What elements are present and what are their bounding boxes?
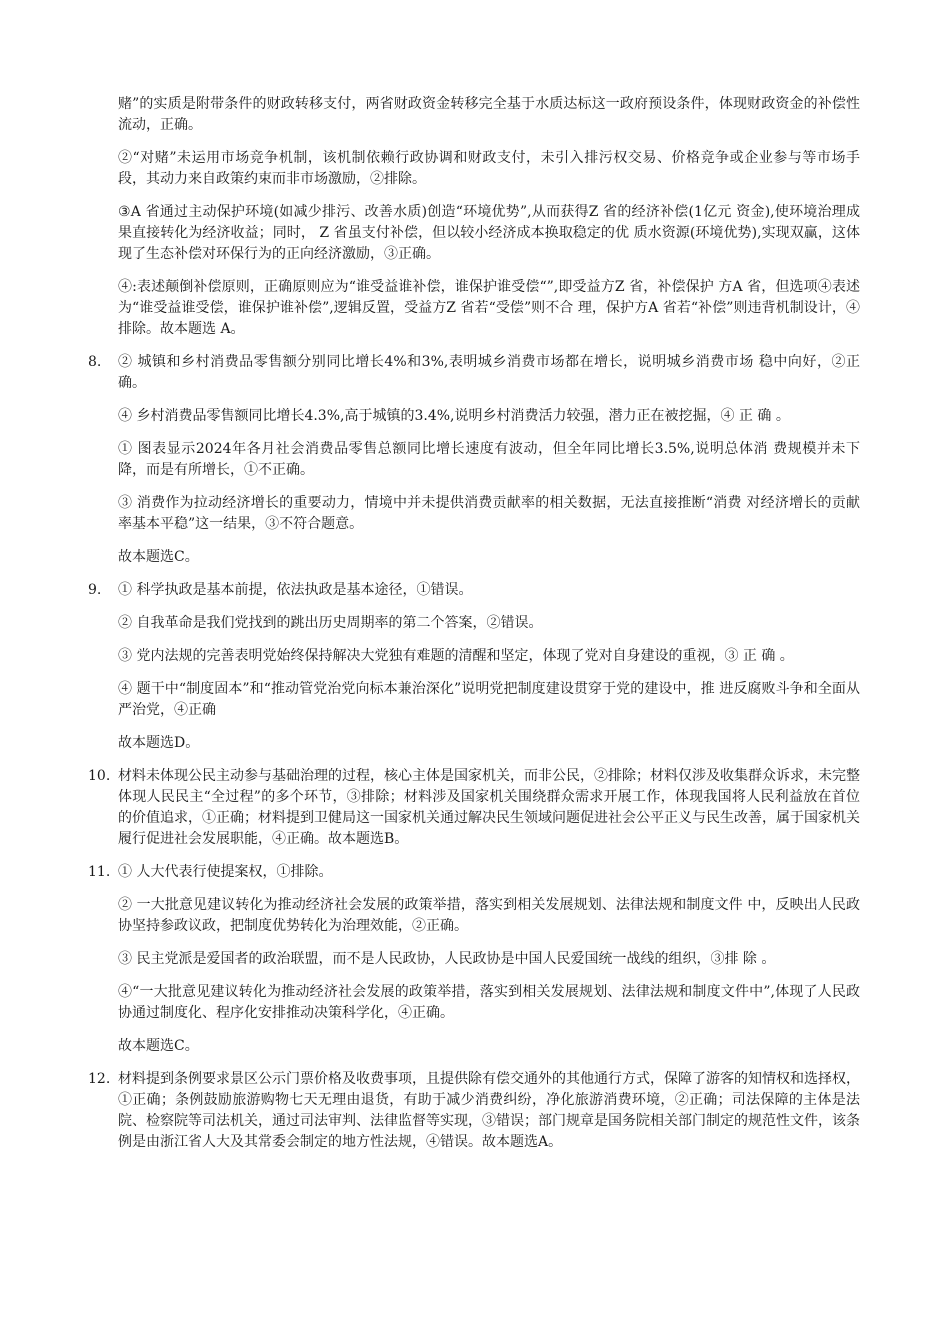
q8-conclusion: 故本题选C。 (118, 549, 199, 565)
question-number: 11. (88, 864, 111, 880)
q12-explanation: 材料提到条例要求景区公示门票价格及收费事项，且提供除有偿交通外的其他通行方式，保障了游客的知情权和选择权，①正确；条例鼓励旅游购物七天无理由退货，有助于减少消费纠纷，净化旅游消费环境，②正确；司法保障的主体是法院、检察院等司法机关，通过司法审判、法律监督等实现，③错误；部门规章是国务院相关部门制定的规范性文件，该条例是由浙江省人大及其常委会制定的地方性法规，④错误。故本题选A。 (118, 1071, 860, 1150)
q11-option-1: ① 人大代表行使提案权，①排除。 (118, 864, 333, 880)
question-9 (88, 580, 860, 754)
q7-option-3: ③A 省通过主动保护环境(如减少排污、改善水质)创造“环境优势”,从而获得Z 省的经济补偿(1亿元 资金),使环境治理成果直接转化为经济收益；同时， Z 省虽支付补偿，但以较小经济成本换取稳定的优 质水资源(环境优势),实现双赢，这体现了生态补偿对环保行为的正向经济激励，③正确。 (118, 204, 860, 262)
q11-conclusion: 故本题选C。 (118, 1038, 199, 1054)
q7-option-4: ④:表述颠倒补偿原则，正确原则应为“谁受益谁补偿，谁保护谁受偿“”,即受益方Z 省，补偿保护 方A 省，但选项④表述为“谁受益谁受偿，谁保护谁补偿”,逻辑反置，受益方Z 省若“受偿”则不合 理，保护方A 省若“补偿”则违背机制设计，④排除。故本题选 A。 (118, 279, 860, 337)
q11-option-3: ③ 民主党派是爱国者的政治联盟，而不是人民政协，人民政协是中国人民爱国统一战线的组织，③排 除 。 (118, 951, 776, 967)
q7-paragraph: 赌”的实质是附带条件的财政转移支付，两省财政资金转移完全基于水质达标这一政府预设条件，体现财政资金的补偿性流动，正确。 (118, 96, 860, 133)
question-10 (88, 766, 860, 850)
q10-explanation: 材料未体现公民主动参与基础治理的过程，核心主体是国家机关，而非公民，②排除；材料仅涉及收集群众诉求，未完整体现人民民主“全过程”的多个环节，③排除；材料涉及国家机关围绕群众需求开展工作，体现我国将人民利益放在首位的价值追求，①正确；材料提到卫健局这一国家机关通过解决民生领域问题促进社会公平正义与民生改善，属于国家机关履行促进社会发展职能，④正确。故本题选B。 (118, 768, 860, 847)
answer-content (88, 94, 860, 1165)
q9-option-2: ② 自我革命是我们党找到的跳出历史周期率的第二个答案，②错误。 (118, 615, 543, 631)
q8-option-1: ① 图表显示2024年各月社会消费品零售总额同比增长速度有波动，但全年同比增长3.5%,说明总体消 费规模并未下降，而是有所增长，①不正确。 (118, 441, 860, 478)
q8-option-4: ④ 乡村消费品零售额同比增长4.3%,高于城镇的3.4%,说明乡村消费活力较强，潜力正在被挖掘，④ 正 确 。 (118, 408, 790, 424)
q8-option-2: ② 城镇和乡村消费品零售额分别同比增长4%和3%,表明城乡消费市场都在增长，说明城乡消费市场 稳中向好，②正确。 (118, 354, 860, 391)
question-number: 10. (88, 768, 111, 784)
q9-option-4: ④ 题干中“制度固本”和“推动管党治党向标本兼治深化”说明党把制度建设贯穿于党的建设中，推 进反腐败斗争和全面从严治党，④正确 (118, 681, 860, 718)
q11-option-4: ④“一大批意见建议转化为推动经济社会发展的政策举措，落实到相关发展规划、法律法规和制度文件中”,体现了人民政协通过制度化、程序化安排推动决策科学化，④正确。 (118, 984, 860, 1021)
q9-option-1: ① 科学执政是基本前提，依法执政是基本途径，①错误。 (118, 582, 473, 598)
question-number: 8. (88, 354, 102, 370)
question-7-continuation (88, 94, 860, 340)
q7-option-2: ②“对赌”未运用市场竞争机制，该机制依赖行政协调和财政支付，未引入排污权交易、价格竞争或企业参与等市场手段，其动力来自政策约束而非市场激励，②排除。 (118, 150, 860, 187)
q8-option-3: ③ 消费作为拉动经济增长的重要动力，情境中并未提供消费贡献率的相关数据，无法直接推断“消费 对经济增长的贡献率基本平稳”这一结果，③不符合题意。 (118, 495, 860, 532)
question-11 (88, 862, 860, 1057)
question-number: 9. (88, 582, 102, 598)
question-8 (88, 352, 860, 568)
q9-conclusion: 故本题选D。 (118, 735, 200, 751)
q9-option-3: ③ 党内法规的完善表明党始终保持解决大党独有难题的清醒和坚定，体现了党对自身建设的重视，③ 正 确 。 (118, 648, 794, 664)
q11-option-2: ② 一大批意见建议转化为推动经济社会发展的政策举措，落实到相关发展规划、法律法规和制度文件 中，反映出人民政协坚持参政议政，把制度优势转化为治理效能，②正确。 (118, 897, 860, 934)
question-number: 12. (88, 1071, 111, 1087)
question-12 (88, 1069, 860, 1153)
